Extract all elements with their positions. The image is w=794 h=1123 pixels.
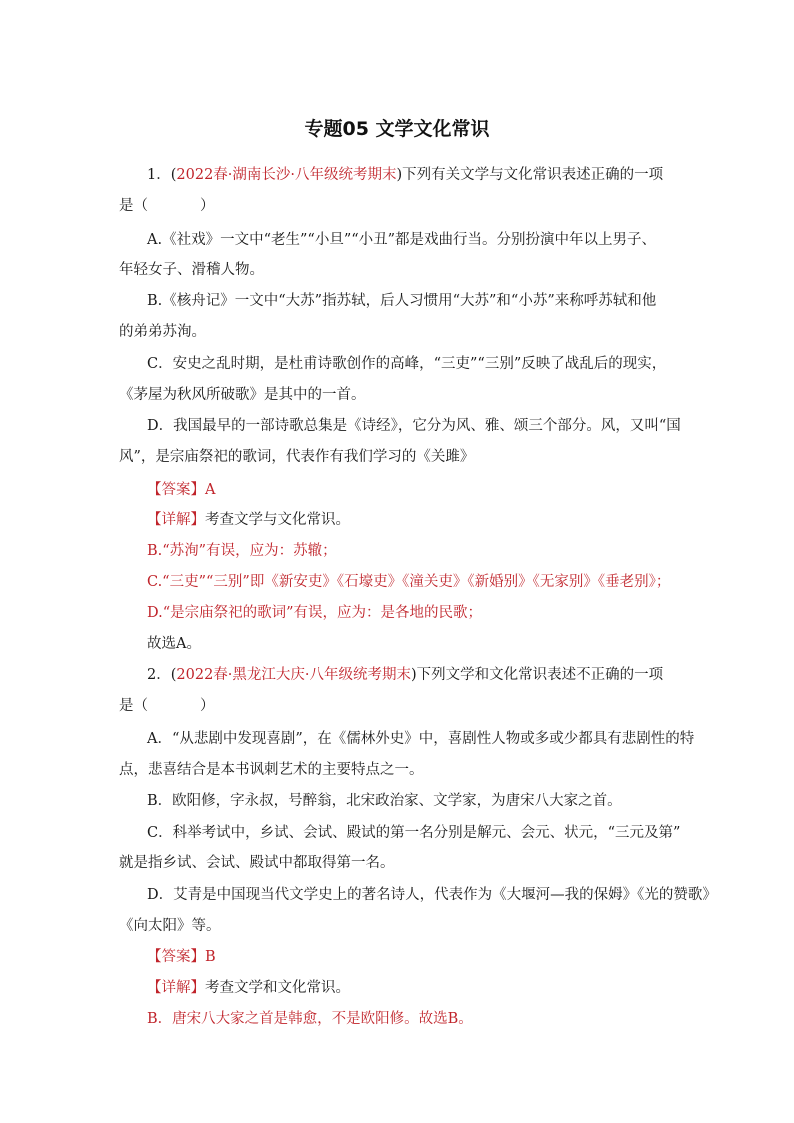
page-title: 专题05 文学文化常识 [304, 118, 490, 140]
q2-stem-line-2 [119, 696, 215, 716]
q1-answer-value: A [205, 482, 216, 498]
q2-option-d-cont: 《向太阳》等。 [119, 918, 221, 934]
q1-option-c: C．安史之乱时期，是杜甫诗歌创作的高峰，“三吏”“三别”反映了战乱后的现实， [147, 356, 667, 372]
q2-option-a-cont: 点，悲喜结合是本书讽刺艺术的主要特点之一。 [119, 762, 424, 778]
q2-answer-tag: 【答案】 [147, 949, 205, 965]
q1-option-b: B.《核舟记》一文中“大苏”指苏轼，后人习惯用“大苏”和“小苏”来称呼苏轼和他 [147, 293, 657, 309]
q2-explain-b: B．唐宋八大家之首是韩愈，不是欧阳修。故选B。 [147, 1011, 473, 1027]
q1-detail-text: 考查文学与文化常识。 [205, 512, 350, 528]
q2-stem-line-1 [147, 665, 663, 685]
q1-answer-tag: 【答案】 [147, 482, 205, 498]
q2-answer [147, 947, 216, 967]
q1-option-a-cont: 年轻女子、滑稽人物。 [119, 262, 264, 278]
q2-option-b: B．欧阳修，字永叔，号醉翁，北宋政治家、文学家，为唐宋八大家之首。 [147, 793, 622, 809]
q2-bracket-close: ） [200, 698, 215, 714]
q1-detail-tag: 【详解】 [147, 512, 205, 528]
q2-detail-text: 考查文学和文化常识。 [205, 980, 350, 996]
q2-option-a: A．“从悲剧中发现喜剧”，在《儒林外史》中，喜剧性人物或多或少都具有悲剧性的特 [147, 731, 695, 747]
q1-stem-line-1 [147, 165, 663, 185]
q1-stem-line-2 [119, 196, 215, 216]
q1-option-b-cont: 的弟弟苏洵。 [119, 324, 206, 340]
q1-number: 1．( [147, 167, 177, 183]
q1-bracket-open: 是（ [119, 198, 148, 214]
q2-answer-value: B [205, 949, 216, 965]
q1-conclusion: 故选A。 [147, 636, 201, 652]
q1-stem: )下列有关文学与文化常识表述正确的一项 [396, 167, 664, 183]
q2-number: 2．( [147, 667, 177, 683]
q1-bracket-close: ） [200, 198, 215, 214]
q1-explain-d: D.“是宗庙祭祀的歌词”有误，应为：是各地的民歌； [147, 605, 483, 621]
q2-bracket-open: 是（ [119, 698, 148, 714]
q1-answer [147, 480, 215, 500]
q2-stem: )下列文学和文化常识表述不正确的一项 [411, 667, 664, 683]
q2-source: 2022春·黑龙江大庆·八年级统考期末 [176, 667, 412, 683]
q2-option-c: C．科举考试中，乡试、会试、殿试的第一名分别是解元、会元、状元，“三元及第” [147, 825, 681, 841]
q2-option-c-cont: 就是指乡试、会试、殿试中都取得第一名。 [119, 855, 395, 871]
q1-option-c-cont: 《茅屋为秋风所破歌》是其中的一首。 [119, 387, 366, 403]
q2-detail-tag: 【详解】 [147, 980, 205, 996]
q1-explain-c: C.“三吏”“三别”即《新安吏》《石壕吏》《潼关吏》《新婚别》《无家别》《垂老别》； [147, 574, 671, 590]
q1-option-d-cont: 风”，是宗庙祭祀的歌词，代表作有我们学习的《关雎》 [119, 449, 475, 465]
q2-option-d: D．艾青是中国现当代文学史上的著名诗人，代表作为《大堰河—我的保姆》《光的赞歌》 [147, 887, 717, 903]
q1-source: 2022春·湖南长沙·八年级统考期末 [176, 167, 397, 183]
q2-detail [147, 978, 350, 998]
q1-option-d: D．我国最早的一部诗歌总集是《诗经》，它分为风、雅、颂三个部分。风，又叫“国 [147, 418, 681, 434]
q1-explain-b: B.“苏洵”有误，应为：苏辙； [147, 543, 337, 559]
q1-detail [147, 510, 350, 530]
q1-option-a: A.《社戏》一文中“老生”“小旦”“小丑”都是戏曲行当。分别扮演中年以上男子、 [147, 232, 657, 248]
